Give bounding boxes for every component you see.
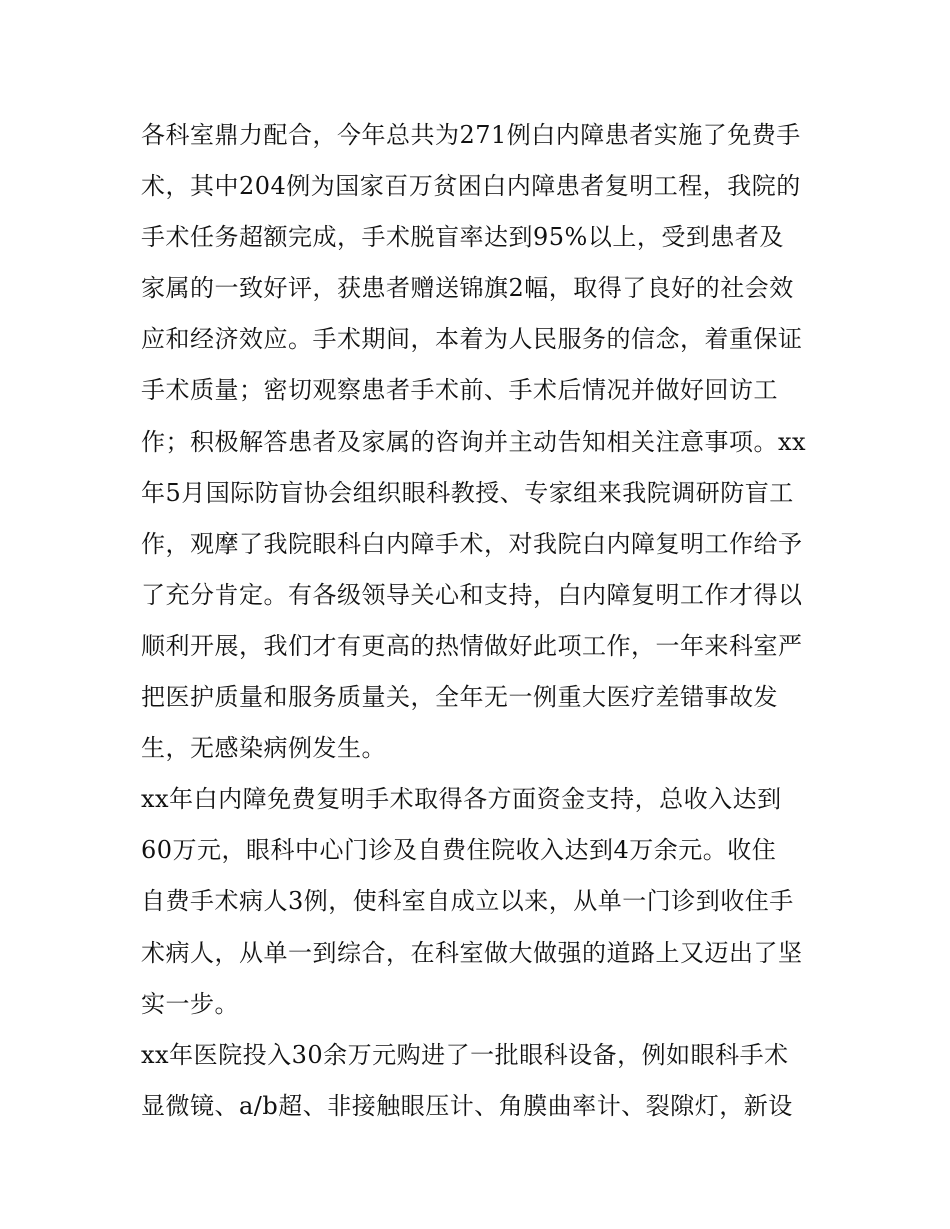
text-line: 60万元，眼科中心门诊及自费住院收入达到4万余元。收住	[141, 836, 777, 865]
text-line: 了充分肯定。有各级领导关心和支持，白内障复明工作才得以	[141, 580, 803, 609]
text-line: 自费手术病人3例，使科室自成立以来，从单一门诊到收住手	[141, 887, 794, 916]
text-line: 作；积极解答患者及家属的咨询并主动告知相关注意事项。xx	[141, 427, 807, 456]
text-line: 手术任务超额完成，手术脱盲率达到95%以上，受到患者及	[141, 223, 784, 252]
text-line: 应和经济效应。手术期间，本着为人民服务的信念，着重保证	[141, 325, 803, 354]
body-text	[141, 110, 821, 1132]
text-line: 生，无感染病例发生。	[141, 734, 386, 763]
text-line: xx年白内障免费复明手术取得各方面资金支持，总收入达到	[141, 785, 782, 814]
text-line: 家属的一致好评，获患者赠送锦旗2幅，取得了良好的社会效	[141, 274, 794, 303]
text-line: 手术质量；密切观察患者手术前、手术后情况并做好回访工	[141, 376, 778, 405]
text-line: 显微镜、a/b超、非接触眼压计、角膜曲率计、裂隙灯，新设	[141, 1091, 793, 1120]
text-line: 各科室鼎力配合，今年总共为271例白内障患者实施了免费手	[141, 121, 801, 149]
text-line: 顺利开展，我们才有更高的热情做好此项工作，一年来科室严	[141, 631, 803, 660]
text-line: 把医护质量和服务质量关，全年无一例重大医疗差错事故发	[141, 683, 778, 712]
text-line: 实一步。	[141, 989, 239, 1018]
text-line: 术，其中204例为国家百万贫困白内障患者复明工程，我院的	[141, 172, 801, 201]
text-line: 年5月国际防盲协会组织眼科教授、专家组来我院调研防盲工	[141, 478, 794, 507]
text-line: 术病人，从单一到综合，在科室做大做强的道路上又迈出了坚	[141, 938, 803, 967]
text-line: 作，观摩了我院眼科白内障手术，对我院白内障复明工作给予	[141, 529, 803, 558]
text-line: xx年医院投入30余万元购进了一批眼科设备，例如眼科手术	[141, 1040, 789, 1069]
